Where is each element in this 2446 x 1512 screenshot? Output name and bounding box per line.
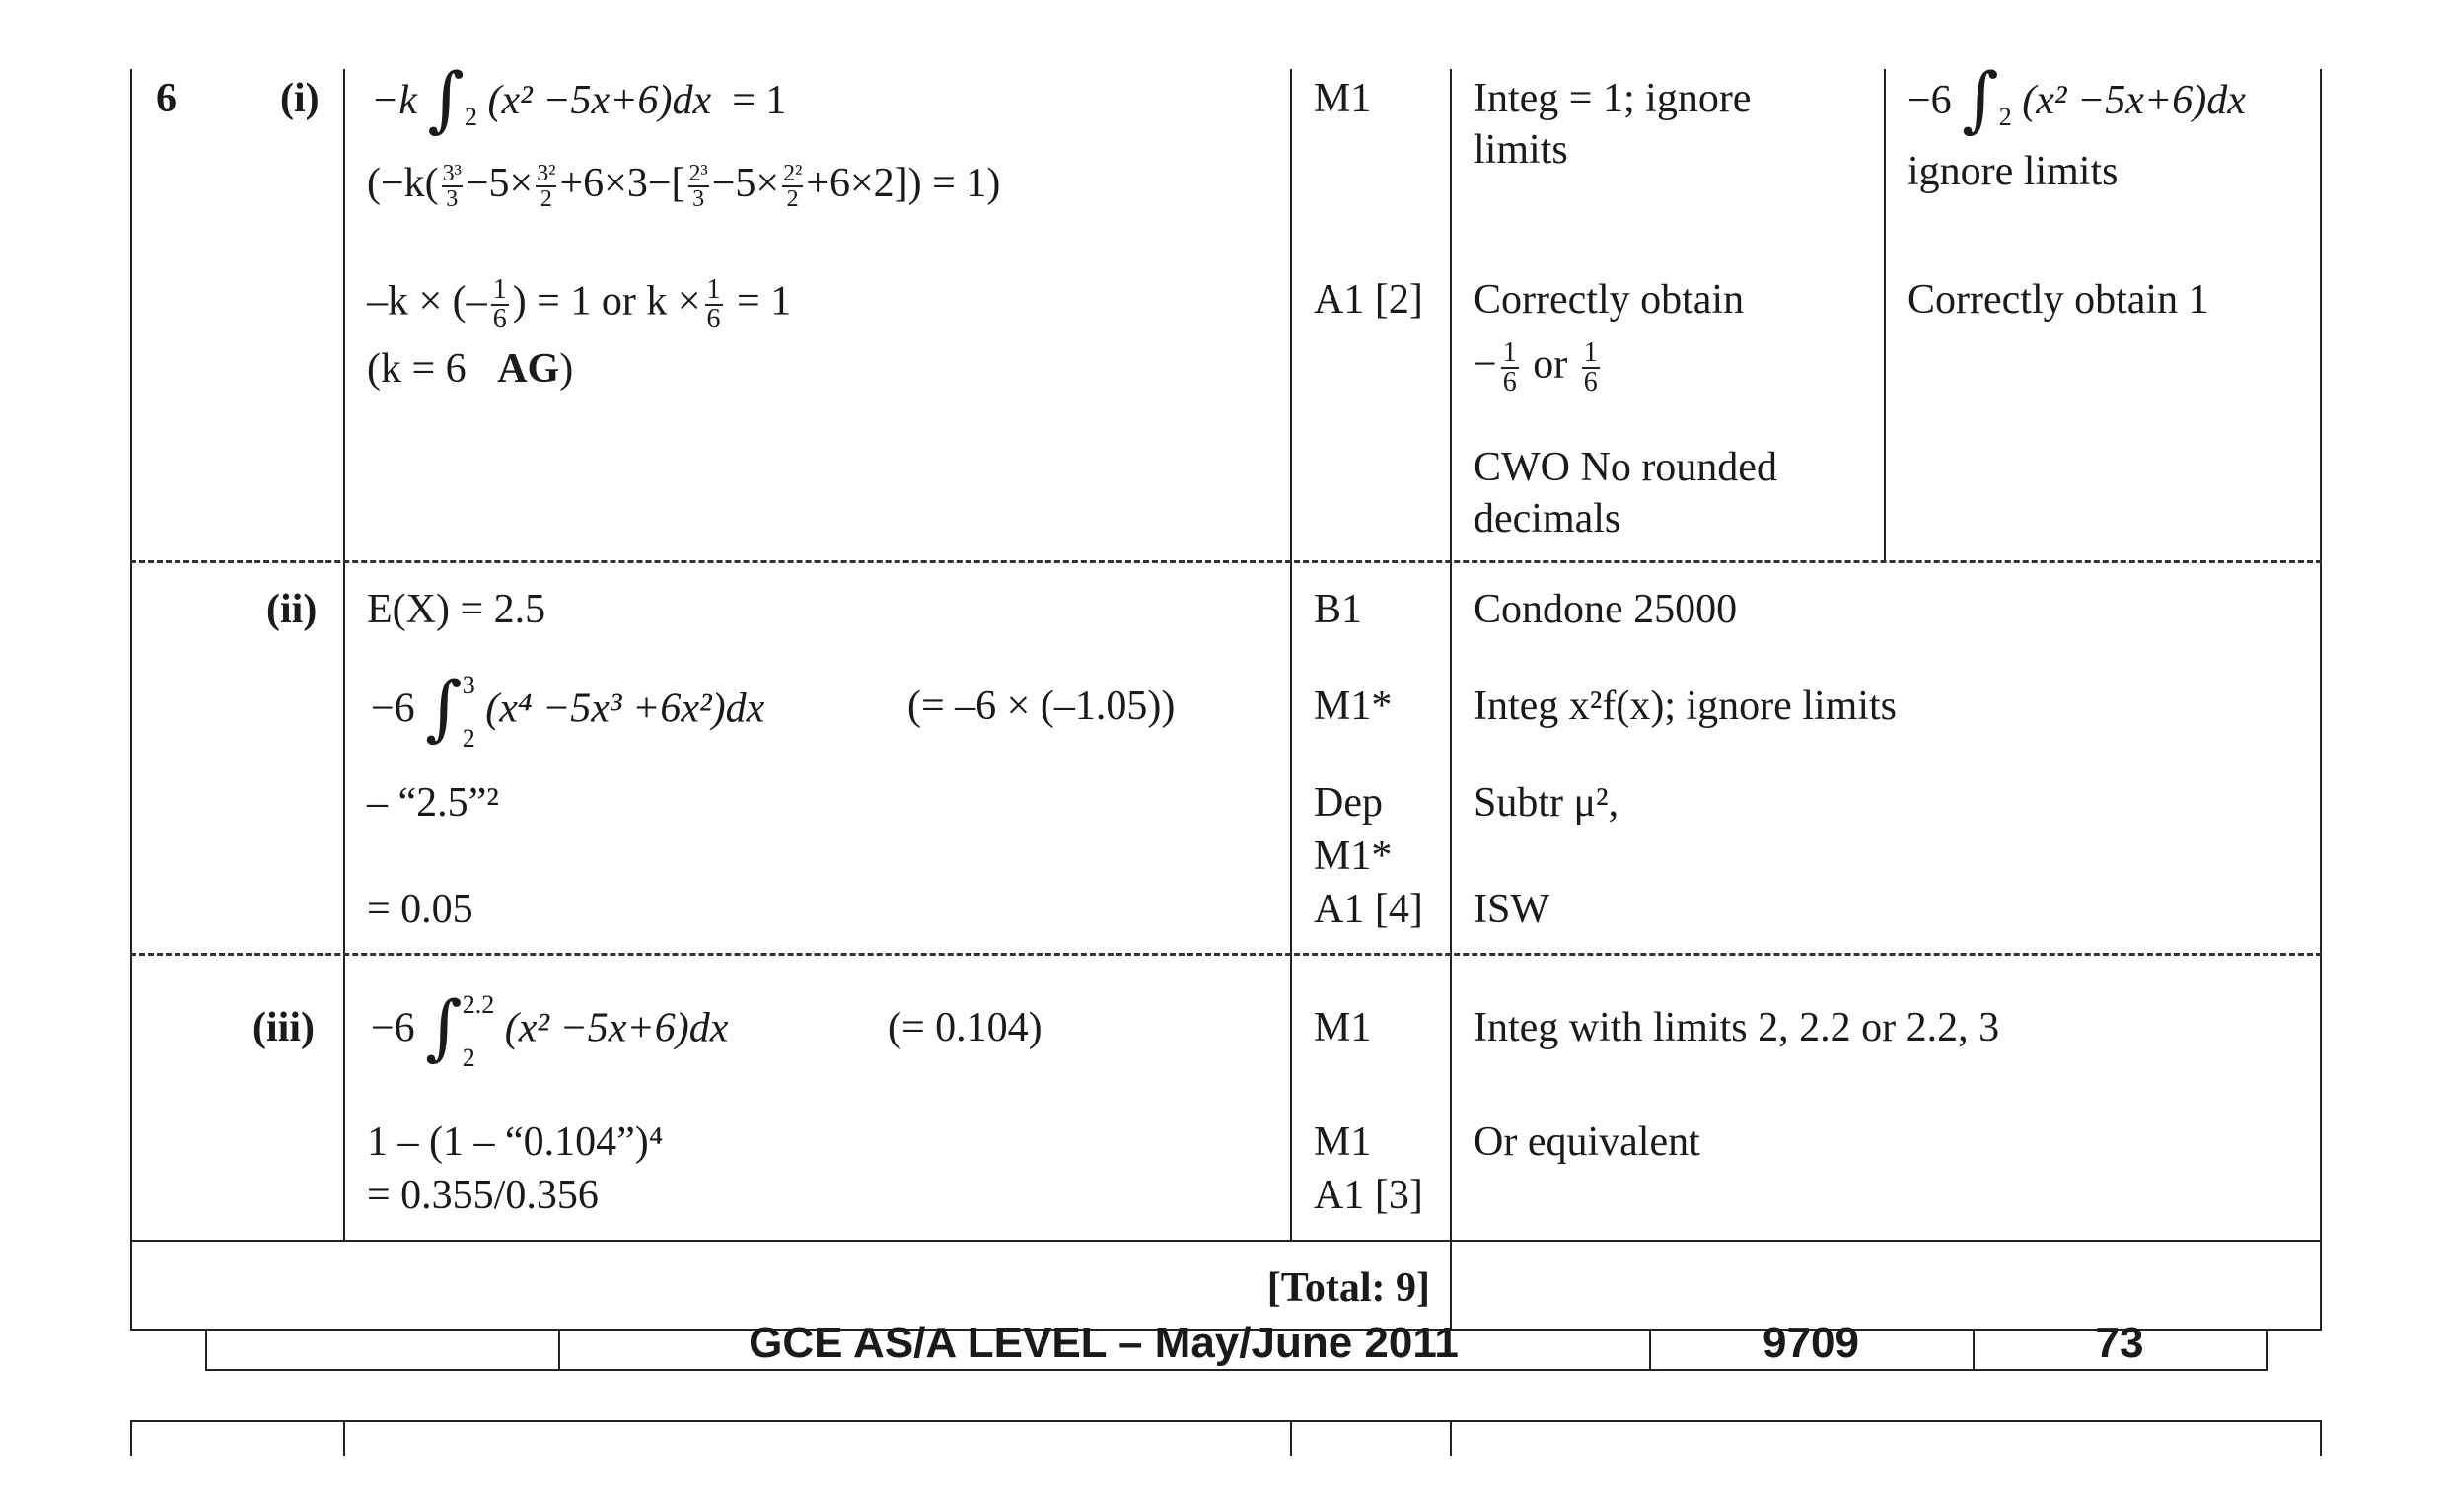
integral-lower-limit: 2	[462, 724, 475, 753]
footer-right-border	[2266, 1330, 2268, 1371]
part-ii-mean: E(X) = 2.5	[367, 587, 546, 632]
integral-coefficient: −6	[371, 1005, 415, 1051]
fraction-denominator: 6	[1583, 367, 1598, 397]
part-i-guidance-2: Correctly obtain	[1474, 277, 1745, 323]
part-ii-label: (ii)	[266, 587, 318, 632]
integral-lower-limit: 2	[462, 1044, 475, 1072]
integrand: (x² −5x+6)dx	[487, 78, 712, 123]
part-iii-mark-2: M1	[1314, 1119, 1372, 1165]
fraction-numerator: 1	[706, 274, 721, 305]
part-i-alt-integral	[1907, 57, 2246, 140]
alt-integral-lower-limit: 2	[1998, 103, 2012, 131]
part-i-guidance-2b	[1474, 339, 1604, 396]
fraction-numerator: 3²	[537, 161, 556, 187]
part-i-guidance-1b: limits	[1474, 127, 1568, 173]
minus-sign: −	[1474, 341, 1497, 388]
next-table-left-border	[130, 1420, 132, 1456]
eval-part-a: (−k(	[367, 161, 439, 206]
question-number: 6	[156, 76, 177, 121]
part-ii-mark-2: M1*	[1314, 684, 1393, 729]
part-i-guidance-1a: Integ = 1; ignore	[1474, 76, 1752, 121]
fraction	[688, 162, 709, 211]
part-ii-integral-value: (= –6 × (–1.05))	[907, 684, 1176, 729]
part-i-k-line	[367, 276, 791, 333]
part-i-alt-2: Correctly obtain 1	[1907, 277, 2209, 323]
divider-label-answer	[343, 69, 345, 1241]
integral-limits	[463, 671, 475, 754]
part-ii-mark-4: A1 [4]	[1314, 887, 1423, 932]
integral-coefficient: −k	[371, 78, 417, 123]
fraction-denominator: 2	[540, 186, 552, 213]
part-i-evaluation-line	[367, 160, 1000, 211]
alt-integral-coefficient: −6	[1907, 78, 1952, 123]
footer-bottom-border	[205, 1369, 2268, 1371]
part-iii-guidance-1: Integ with limits 2, 2.2 or 2.2, 3	[1474, 1005, 2000, 1050]
footer-exam-title: GCE AS/A LEVEL – May/June 2011	[749, 1319, 1459, 1367]
part-ii-mark-3b: M1*	[1314, 833, 1393, 879]
fraction-denominator: 2	[786, 186, 799, 213]
part-i-label: (i)	[280, 76, 320, 121]
total-marks: [Total: 9]	[1266, 1265, 1430, 1311]
fraction-numerator: 1	[492, 274, 507, 305]
part-i-alt-note: ignore limits	[1907, 149, 2119, 194]
eval-part-e: +6×2]) = 1)	[806, 161, 1001, 206]
fraction-numerator: 2³	[688, 161, 708, 187]
k-line-part-a: –k × (–	[367, 278, 487, 324]
eval-part-d: −5×	[711, 161, 780, 206]
part-ii-subtract-mean-sq: – “2.5”²	[367, 780, 499, 826]
part-i-answer-given	[367, 345, 573, 393]
next-table-top-border	[130, 1420, 2322, 1422]
part-iii-mark-3: A1 [3]	[1314, 1173, 1423, 1218]
k-line-part-b: ) = 1 or k ×	[512, 278, 701, 324]
part-i-integral-line	[371, 57, 787, 140]
or-word: or	[1533, 341, 1568, 388]
part-iii-mark-1: M1	[1314, 1005, 1372, 1050]
fraction-numerator: 1	[1583, 337, 1598, 368]
part-ii-integral-line	[371, 665, 765, 754]
footer-paper-number: 73	[2095, 1319, 2144, 1367]
eval-part-b: −5×	[465, 161, 534, 206]
divider-mark-guidance	[1450, 69, 1452, 1330]
table-left-border	[130, 69, 132, 1330]
integral-upper-limit: 2.2	[462, 990, 495, 1019]
fraction-denominator: 6	[492, 304, 507, 334]
integral-sign-icon: ∫	[427, 57, 465, 140]
part-i-mark-2: A1 [2]	[1314, 277, 1423, 323]
fraction-numerator: 3³	[442, 161, 462, 187]
integrand: (x² −5x+6)dx	[504, 1005, 729, 1051]
next-table-divider-3	[1450, 1420, 1452, 1456]
next-table-divider-1	[343, 1420, 345, 1456]
part-ii-guidance-1: Condone 25000	[1474, 587, 1738, 632]
part-iii-integral-line	[371, 984, 729, 1073]
part-i-mark-1: M1	[1314, 76, 1372, 121]
fraction-denominator: 3	[692, 186, 705, 213]
k-value: (k = 6	[367, 346, 467, 392]
part-ii-guidance-2: Integ x²f(x); ignore limits	[1474, 684, 1898, 729]
separator-iii-total	[130, 1240, 2322, 1242]
k-line-part-c: = 1	[737, 278, 792, 324]
part-ii-variance-result: = 0.05	[367, 887, 473, 932]
fraction	[442, 162, 463, 211]
integral-lower-limit: 2	[465, 103, 477, 131]
integral-sign-icon: ∫	[425, 984, 463, 1068]
separator-i-ii	[130, 560, 2322, 563]
part-ii-guidance-3: Subtr μ²,	[1474, 780, 1619, 826]
divider-answer-mark	[1290, 69, 1292, 1241]
footer-syllabus-code: 9709	[1763, 1319, 1859, 1367]
integral-sign-icon: ∫	[425, 665, 463, 749]
fraction	[491, 276, 509, 333]
integral-coefficient: −6	[371, 685, 415, 732]
integral-limits	[463, 990, 495, 1073]
fraction-numerator: 1	[1502, 337, 1517, 368]
next-table-divider-2	[1290, 1420, 1292, 1456]
integral-upper-limit: 3	[462, 671, 475, 699]
answer-given-tag: AG	[497, 346, 560, 392]
fraction-denominator: 3	[446, 186, 459, 213]
part-iii-guidance-2: Or equivalent	[1474, 1119, 1700, 1165]
integral-equals: = 1	[732, 78, 787, 123]
part-iii-integral-value: (= 0.104)	[888, 1005, 1043, 1050]
divider-guidance-alt	[1884, 69, 1886, 560]
fraction-denominator: 6	[1502, 367, 1517, 397]
footer-left-border	[205, 1330, 207, 1371]
integral-sign-icon: ∫	[1962, 57, 1999, 140]
fraction	[1582, 339, 1600, 396]
part-iii-binomial-step: 1 – (1 – “0.104”)⁴	[367, 1119, 664, 1165]
part-iii-label: (iii)	[252, 1005, 315, 1050]
integrand: (x⁴ −5x³ +6x²)dx	[485, 685, 765, 732]
alt-integrand: (x² −5x+6)dx	[2022, 78, 2246, 123]
fraction-denominator: 6	[706, 304, 721, 334]
fraction	[536, 162, 556, 211]
part-iii-result: = 0.355/0.356	[367, 1173, 599, 1218]
separator-ii-iii	[130, 953, 2322, 956]
fraction-numerator: 2²	[783, 161, 803, 187]
part-i-guidance-3b: decimals	[1474, 496, 1621, 541]
part-i-guidance-3a: CWO No rounded	[1474, 445, 1777, 490]
eval-part-c: +6×3−[	[559, 161, 685, 206]
table-right-border	[2320, 69, 2322, 1330]
k-value-close: )	[559, 346, 574, 392]
fraction	[705, 276, 723, 333]
part-ii-mark-1: B1	[1314, 587, 1363, 632]
fraction	[1501, 339, 1519, 396]
part-ii-mark-3a: Dep	[1314, 780, 1383, 826]
fraction	[782, 162, 803, 211]
next-table-right-border	[2320, 1420, 2322, 1456]
part-ii-guidance-4: ISW	[1474, 887, 1549, 932]
